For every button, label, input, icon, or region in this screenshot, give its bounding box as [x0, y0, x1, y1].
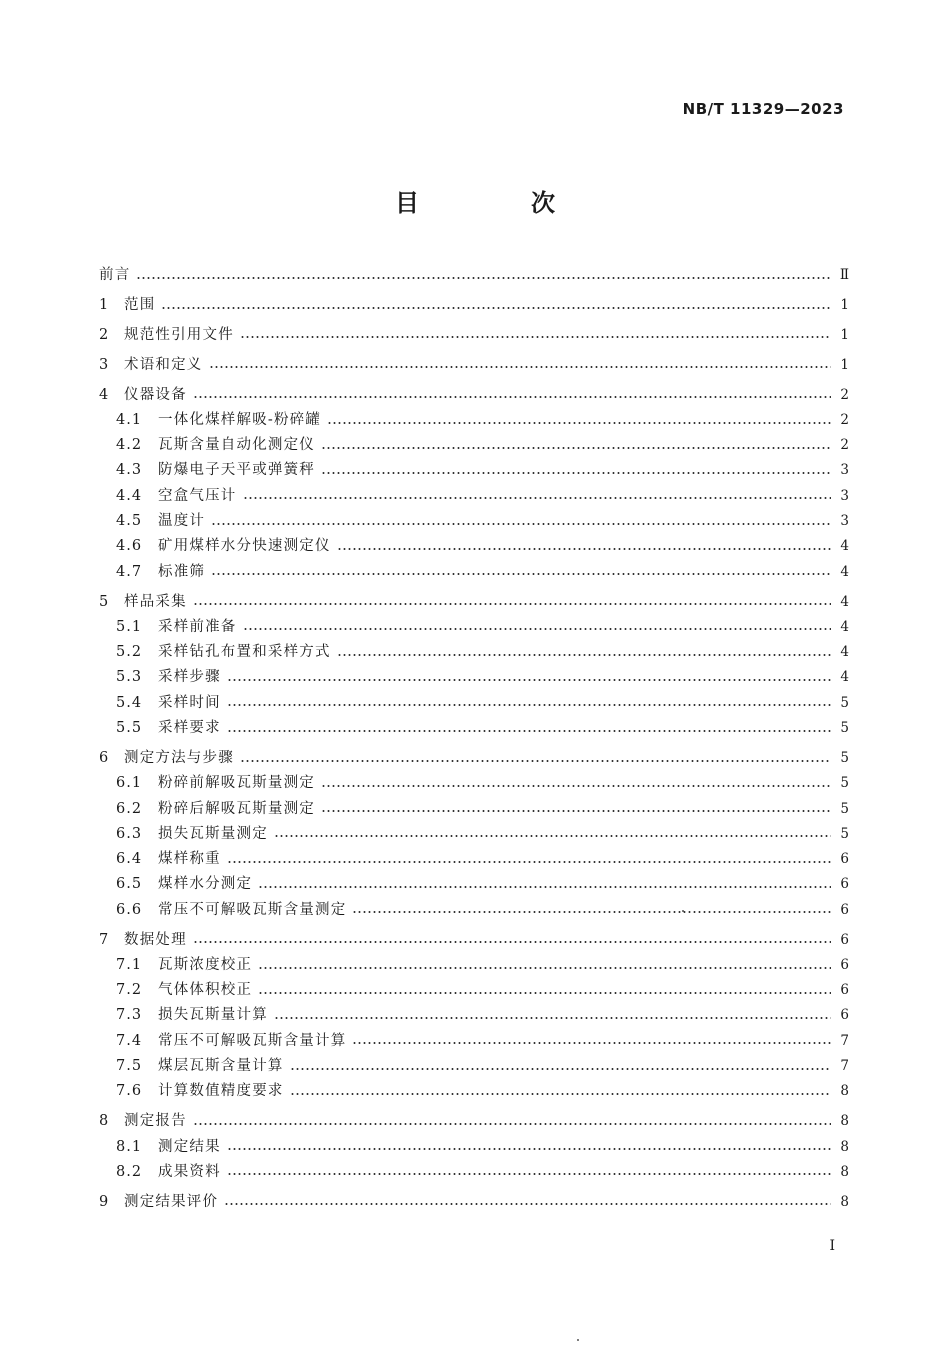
scan-speck: [682, 910, 684, 912]
toc-entry-page: 4: [840, 593, 849, 610]
toc-entry-page: 8: [840, 1138, 849, 1155]
toc-entry[interactable]: [99, 822, 849, 847]
toc-entry-title: 样品采集: [124, 593, 187, 610]
toc-entry-title: 采样步骤: [158, 669, 221, 686]
toc-entry[interactable]: [99, 1190, 849, 1215]
dot-leader: [243, 628, 832, 630]
toc-entry[interactable]: [99, 691, 849, 716]
toc-entry-page: 4: [840, 538, 849, 555]
toc-entry-page: 6: [840, 851, 849, 868]
toc-entry-number: 5.4: [116, 694, 143, 711]
toc-entry-number: 7.3: [116, 1007, 143, 1024]
toc-entry-page: 6: [840, 876, 849, 893]
toc-entry[interactable]: [99, 1054, 849, 1079]
toc-entry-title: 煤样水分测定: [158, 876, 253, 893]
dot-leader: [193, 396, 831, 398]
toc-entry-number: 4.5: [116, 513, 143, 530]
toc-entry-title: 采样时间: [158, 694, 221, 711]
dot-leader: [258, 886, 831, 888]
toc-entry-page: 8: [840, 1163, 849, 1180]
toc-entry[interactable]: [99, 433, 849, 458]
dot-leader: [227, 730, 831, 732]
toc-entry[interactable]: [99, 746, 849, 771]
toc-entry-number: 5.5: [116, 720, 143, 737]
toc-entry-title: 测定报告: [124, 1113, 187, 1130]
dot-leader: [258, 992, 831, 994]
toc-entry-title: 防爆电子天平或弹簧秤: [158, 462, 315, 479]
toc-entry[interactable]: [99, 1160, 849, 1185]
toc-entry[interactable]: [99, 509, 849, 534]
toc-entry-page: 5: [840, 775, 849, 792]
toc-entry[interactable]: [99, 1029, 849, 1054]
toc-entry-number: 7.2: [116, 982, 143, 999]
dot-leader: [209, 366, 832, 368]
dot-leader: [321, 472, 831, 474]
toc-entry[interactable]: [99, 323, 849, 348]
toc-entry-title: 一体化煤样解吸-粉碎罐: [158, 411, 322, 428]
toc-entry[interactable]: [99, 293, 849, 318]
toc-entry-page: 7: [840, 1032, 849, 1049]
toc-entry-page: 3: [840, 487, 849, 504]
toc-entry-title: 采样钻孔布置和采样方式: [158, 644, 331, 661]
toc-entry-number: 2: [99, 326, 109, 343]
toc-entry-number: 3: [99, 356, 109, 373]
toc-entry-title: 数据处理: [124, 931, 187, 948]
dot-leader: [290, 1093, 831, 1095]
toc-entry-title: 测定方法与步骤: [124, 749, 234, 766]
dot-leader: [193, 603, 831, 605]
toc-entry-page: 6: [840, 982, 849, 999]
toc-entry-page: 1: [840, 296, 849, 313]
toc-entry-title: 采样前准备: [158, 618, 237, 635]
dot-leader: [258, 967, 831, 969]
toc-entry-page: 4: [840, 644, 849, 661]
toc-entry-title: 仪器设备: [124, 386, 187, 403]
toc-entry[interactable]: [99, 353, 849, 378]
dot-leader: [321, 810, 831, 812]
toc-entry[interactable]: [99, 665, 849, 690]
toc-entry-number: 6.3: [116, 825, 143, 842]
dot-leader: [290, 1068, 831, 1070]
toc-entry-number: 7.6: [116, 1083, 143, 1100]
toc-entry[interactable]: [99, 1079, 849, 1104]
toc-entry-page: Ⅱ: [839, 267, 849, 283]
toc-entry-page: 2: [840, 437, 849, 454]
dot-leader: [337, 654, 831, 656]
dot-leader: [352, 911, 831, 913]
dot-leader: [352, 1042, 831, 1044]
page-title: 目 次: [395, 188, 599, 217]
toc-entry-number: 6.4: [116, 851, 143, 868]
toc-entry[interactable]: [99, 458, 849, 483]
toc-entry-number: 8.2: [116, 1163, 143, 1180]
toc-entry-number: 4: [99, 386, 109, 403]
toc-entry-title: 成果资料: [158, 1163, 221, 1180]
toc-entry-page: 4: [840, 669, 849, 686]
table-of-contents: [99, 263, 849, 1215]
dot-leader: [274, 835, 831, 837]
toc-entry-title: 常压不可解吸瓦斯含量计算: [158, 1032, 347, 1049]
toc-entry-page: 3: [840, 513, 849, 530]
toc-entry-title: 损失瓦斯量计算: [158, 1007, 268, 1024]
toc-entry-title: 瓦斯浓度校正: [158, 956, 253, 973]
dot-leader: [161, 307, 831, 309]
toc-entry-title: 煤样称重: [158, 851, 221, 868]
toc-entry[interactable]: [99, 978, 849, 1003]
toc-entry-number: 4.4: [116, 487, 143, 504]
toc-entry-number: 7.4: [116, 1032, 143, 1049]
toc-entry-title: 空盒气压计: [158, 487, 237, 504]
toc-entry[interactable]: [99, 898, 849, 923]
toc-entry-title: 气体体积校正: [158, 982, 253, 999]
toc-entry-page: 5: [840, 825, 849, 842]
toc-entry-number: 8.1: [116, 1138, 143, 1155]
toc-entry[interactable]: [99, 1109, 849, 1134]
dot-leader: [211, 523, 831, 525]
toc-entry-page: 5: [840, 720, 849, 737]
dot-leader: [274, 1017, 831, 1019]
toc-entry-title: 前言: [99, 267, 131, 283]
toc-entry-number: 4.2: [116, 437, 143, 454]
dot-leader: [227, 1173, 831, 1175]
toc-entry-number: 6.1: [116, 775, 143, 792]
toc-entry-page: 5: [840, 749, 849, 766]
toc-entry[interactable]: [99, 484, 849, 509]
toc-entry-title: 煤层瓦斯含量计算: [158, 1058, 284, 1075]
toc-entry-title: 损失瓦斯量测定: [158, 825, 268, 842]
toc-entry-title: 规范性引用文件: [124, 326, 234, 343]
dot-leader: [227, 704, 831, 706]
toc-entry-page: 2: [840, 386, 849, 403]
toc-entry-title: 术语和定义: [124, 356, 203, 373]
toc-entry[interactable]: [99, 640, 849, 665]
toc-entry-number: 5.1: [116, 618, 143, 635]
toc-entry-title: 测定结果: [158, 1138, 221, 1155]
toc-entry-page: 3: [840, 462, 849, 479]
dot-leader: [227, 679, 831, 681]
toc-entry-page: 6: [840, 901, 849, 918]
page-number: I: [829, 1238, 835, 1254]
toc-entry-page: 6: [840, 1007, 849, 1024]
toc-entry-number: 6.2: [116, 800, 143, 817]
toc-entry[interactable]: [99, 590, 849, 615]
toc-entry-number: 6.5: [116, 876, 143, 893]
toc-entry[interactable]: [99, 847, 849, 872]
toc-entry-number: 9: [99, 1193, 109, 1210]
toc-entry-title: 范围: [124, 296, 156, 313]
toc-entry[interactable]: [99, 1135, 849, 1160]
toc-entry-number: 8: [99, 1113, 109, 1130]
toc-entry-title: 测定结果评价: [124, 1193, 219, 1210]
dot-leader: [240, 336, 831, 338]
dot-leader: [243, 497, 832, 499]
toc-entry-title: 采样要求: [158, 720, 221, 737]
toc-entry[interactable]: [99, 408, 849, 433]
toc-entry-page: 6: [840, 956, 849, 973]
toc-entry[interactable]: [99, 615, 849, 640]
toc-entry-page: 5: [840, 694, 849, 711]
dot-leader: [211, 573, 831, 575]
toc-entry-number: 7.5: [116, 1058, 143, 1075]
toc-entry-number: 4.6: [116, 538, 143, 555]
toc-entry-title: 矿用煤样水分快速测定仪: [158, 538, 331, 555]
dot-leader: [193, 1123, 831, 1125]
toc-entry[interactable]: [99, 716, 849, 741]
toc-entry-page: 4: [840, 563, 849, 580]
toc-entry-title: 粉碎后解吸瓦斯量测定: [158, 800, 315, 817]
toc-entry[interactable]: [99, 771, 849, 796]
toc-entry[interactable]: [99, 534, 849, 559]
toc-entry-number: 5: [99, 593, 109, 610]
scan-speck: [577, 1339, 579, 1341]
toc-entry-title: 温度计: [158, 513, 206, 530]
dot-leader: [227, 861, 831, 863]
toc-entry-number: 6.6: [116, 901, 143, 918]
toc-entry[interactable]: [99, 383, 849, 408]
toc-entry-number: 4.1: [116, 411, 143, 428]
toc-entry-title: 标准筛: [158, 563, 206, 580]
toc-entry-page: 5: [840, 800, 849, 817]
toc-entry-number: 7.1: [116, 956, 143, 973]
toc-entry-page: 1: [840, 356, 849, 373]
toc-entry-page: 8: [840, 1193, 849, 1210]
dot-leader: [193, 941, 831, 943]
toc-entry-title: 粉碎前解吸瓦斯量测定: [158, 775, 315, 792]
dot-leader: [224, 1203, 831, 1205]
toc-entry[interactable]: [99, 872, 849, 897]
toc-entry[interactable]: [99, 928, 849, 953]
toc-entry-number: 5.3: [116, 669, 143, 686]
toc-entry[interactable]: [99, 263, 849, 288]
toc-entry-title: 计算数值精度要求: [158, 1083, 284, 1100]
toc-entry-page: 2: [840, 411, 849, 428]
dot-leader: [327, 422, 831, 424]
toc-entry-number: 5.2: [116, 644, 143, 661]
toc-entry-title: 常压不可解吸瓦斯含量测定: [158, 901, 347, 918]
standard-number: NB/T 11329—2023: [682, 100, 844, 118]
toc-entry-number: 4.7: [116, 563, 143, 580]
toc-entry-number: 4.3: [116, 462, 143, 479]
dot-leader: [227, 1148, 831, 1150]
toc-entry-title: 瓦斯含量自动化测定仪: [158, 437, 315, 454]
dot-leader: [321, 447, 831, 449]
dot-leader: [321, 785, 831, 787]
dot-leader: [136, 277, 831, 279]
dot-leader: [337, 548, 831, 550]
toc-entry[interactable]: [99, 1003, 849, 1028]
toc-entry-page: 8: [840, 1113, 849, 1130]
toc-entry[interactable]: [99, 797, 849, 822]
toc-entry[interactable]: [99, 560, 849, 585]
toc-entry[interactable]: [99, 953, 849, 978]
toc-entry-page: 7: [840, 1058, 849, 1075]
toc-entry-number: 6: [99, 749, 109, 766]
toc-entry-page: 6: [840, 931, 849, 948]
dot-leader: [240, 760, 831, 762]
toc-entry-number: 1: [99, 296, 109, 313]
toc-entry-page: 4: [840, 618, 849, 635]
toc-entry-page: 1: [840, 326, 849, 343]
toc-entry-number: 7: [99, 931, 109, 948]
toc-entry-page: 8: [840, 1083, 849, 1100]
